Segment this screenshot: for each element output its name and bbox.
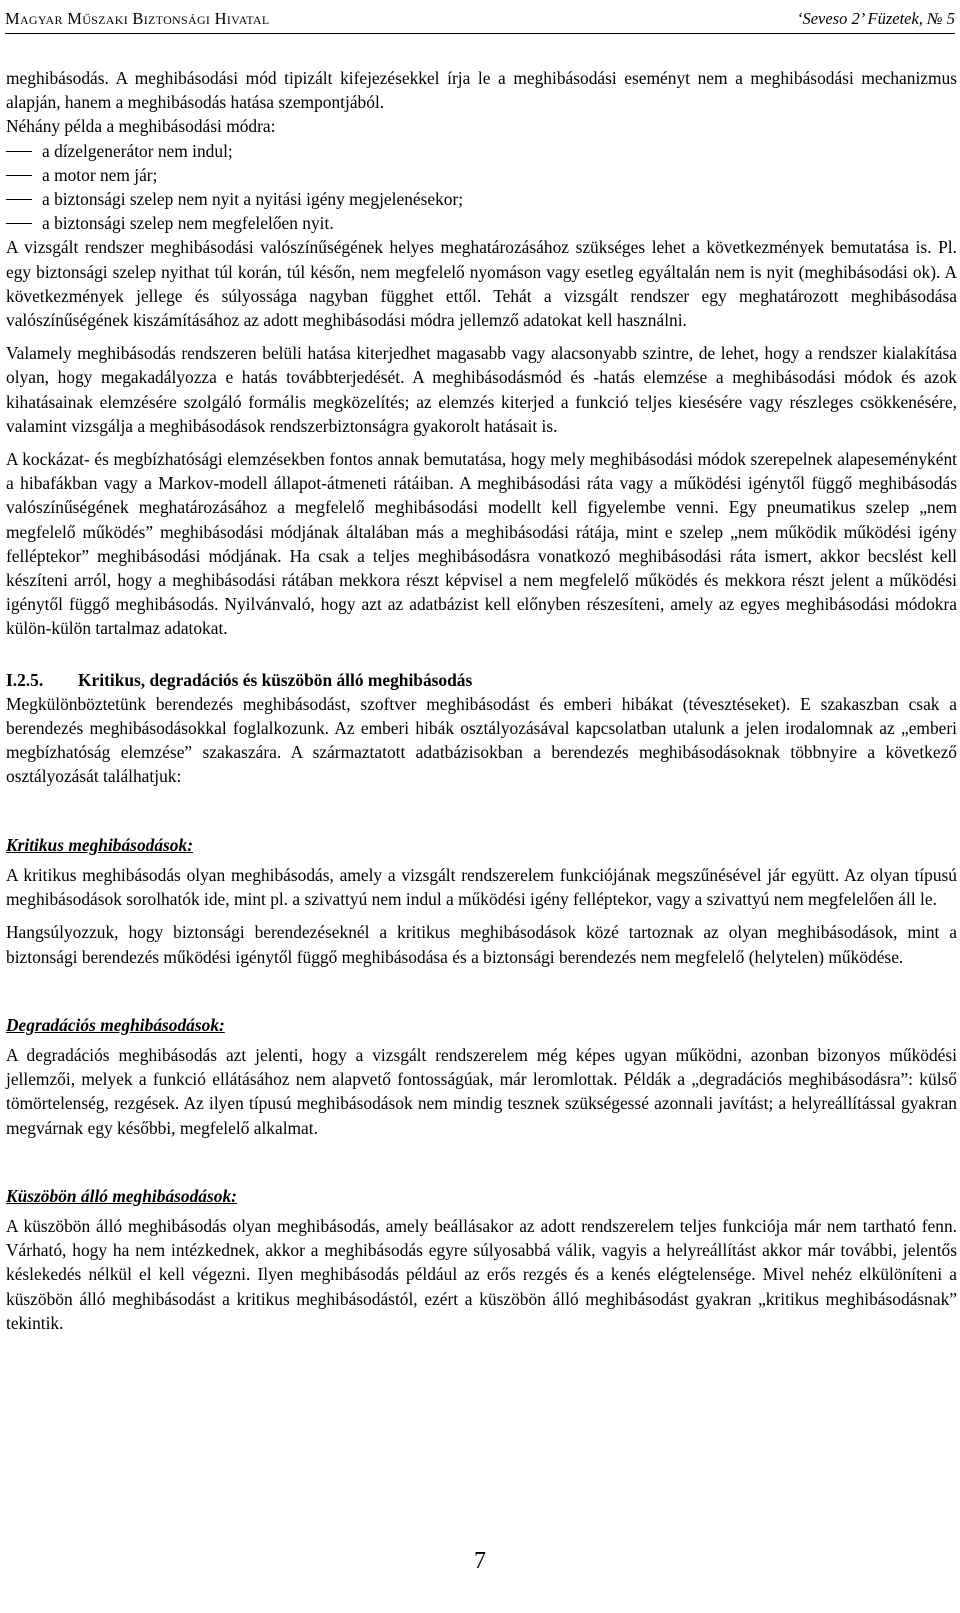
subheading-degradation: Degradációs meghibásodások: bbox=[6, 1014, 225, 1035]
paragraph: Néhány példa a meghibásodási módra: bbox=[6, 116, 276, 137]
paragraph: A degradációs meghibásodás azt jelenti, hogy a vizsgált rendszerelem még képes ugyan működni, azonban bizonyos működési jellemzői, melyek a funkció ellátásához nem alapvető fontosságúak, már leromlottak. Példák a „degradációs meghibásodásra”: külső tömörtelenség, rezgések. Az ilyen típusú meghibásodások nem mindig tesznek szükségessé azonnali javítást; a helyreállítással gyakran megvárnak egy későbbi, megfelelő alkalmat. bbox=[6, 1044, 957, 1138]
subheading-critical: Kritikus meghibásodások: bbox=[6, 834, 193, 855]
body-text bbox=[6, 66, 957, 1335]
paragraph: A küszöbön álló meghibásodás olyan meghibásodás, amely beállásakor az adott rendszerelem teljes funkciója már nem tartható fenn. Várható, hogy ha nem intézkednek, akkor a meghibásodás egyre súlyosabbá válik, vagyis a helyreállítást akkor már további, jelentős késlekedés nélkül el kell végezni. Ilyen meghibásodás például az erős rezgés és a kenés elégtelensége. Mivel nehéz elkülöníteni a küszöbön álló meghibásodást a kritikus meghibásodástól, ezért a küszöbön álló meghibásodást gyakran „kritikus meghibásodásnak” tekintik. bbox=[6, 1215, 957, 1333]
running-header bbox=[5, 4, 955, 34]
paragraph: Megkülönböztetünk berendezés meghibásodást, szoftver meghibásodást és emberi hibákat (tévesztéseket). E szakaszban csak a berendezés meghibásodásokkal foglalkozunk. Az emberi hibák osztályozásával kapcsolatban utalunk a jelen irodalomnak az „emberi megbízhatóság elemzése” szakaszára. A származtatott adatbázisokban a berendezés meghibásodásoknak többnyire a következő osztályozását találhatjuk: bbox=[6, 693, 957, 787]
list-item: a dízelgenerátor nem indul; bbox=[6, 139, 957, 163]
paragraph: A kritikus meghibásodás olyan meghibásodás, amely a vizsgált rendszerelem funkciójának megszűnésével jár együtt. Az olyan típusú meghibásodások sorolhatók ide, mint pl. a szivattyú nem indul a működési igény felléptekor, vagy a szivattyú nem megfelelően áll le. bbox=[6, 864, 957, 910]
list-item: a biztonsági szelep nem megfelelően nyit. bbox=[6, 211, 957, 235]
header-series: ‘Seveso 2’ Füzetek, № 5 bbox=[796, 9, 955, 28]
paragraph: A vizsgált rendszer meghibásodási valószínűségének helyes meghatározásához szükséges lehet a következmények bemutatása is. Pl. egy biztonsági szelep nyithat túl korán, túl későn, nem megfelelő nyomáson vagy esetleg egyáltalán nem is nyit (meghibásodási ok). A következmények jellege és súlyossága nagyban függhet ettől. Tehát a vizsgált rendszer egy meghatározott meghibásodása valószínűségének kiszámításához az adott meghibásodási módra jellemző adatokat kell használni. bbox=[6, 237, 957, 331]
list-item: a motor nem jár; bbox=[6, 163, 957, 187]
section-number: I.2.5. bbox=[6, 669, 44, 690]
section-title: Kritikus, degradációs és küszöbön álló meghibásodás bbox=[78, 669, 473, 690]
paragraph: Hangsúlyozzuk, hogy biztonsági berendezéseknél a kritikus meghibásodások közé tartoznak az olyan meghibásodások, mint a biztonsági berendezés működési igénytől függő meghibásodása és a biztonsági berendezés nem megfelelő (helytelen) működése. bbox=[6, 922, 957, 967]
section-heading bbox=[6, 668, 957, 692]
header-publisher: Magyar Műszaki Biztonsági Hivatal bbox=[5, 9, 270, 28]
list-item: a biztonsági szelep nem nyit a nyitási igény megjelenésekor; bbox=[6, 187, 957, 211]
subheading-imminent: Küszöbön álló meghibásodások: bbox=[6, 1185, 237, 1206]
paragraph: meghibásodás. A meghibásodási mód tipizált kifejezésekkel írja le a meghibásodási eseményt nem a meghibásodási mechanizmus alapján, hanem a meghibásodás hatása szempontjából. bbox=[6, 68, 957, 113]
example-list bbox=[6, 139, 957, 236]
page-number: 7 bbox=[474, 1548, 486, 1574]
paragraph: Valamely meghibásodás rendszeren belüli hatása kiterjedhet magasabb vagy alacsonyabb szintre, de lehet, hogy a rendszer kialakítása olyan, hogy megakadályozza e hatás továbbterjedését. A meghibásodásmód és -hatás elemzése a meghibásodási módok és azok kihatásainak elemzésére szolgáló formális megközelítés; az elemzés kiterjed a funkció teljes kiesésére vagy részleges csökkenésére, valamint vizsgálja a meghibásodások rendszerbiztonságra gyakorolt hatásait is. bbox=[6, 343, 957, 436]
paragraph: A kockázat- és megbízhatósági elemzésekben fontos annak bemutatása, hogy mely meghibásodási módok szerepelnek alapeseményként a hibafákban vagy a Markov-modell állapot-átmeneti rátáiban. A meghibásodási ráta vagy a működési igénytől függő meghibásodás valószínűségének meghatározásához a megfelelő meghibásodási modellt kell figyelembe venni. Egy pneumatikus szelep „nem megfelelő működés” meghibásodási módjának általában más a meghibásodási rátája, mint e szelep „nem működik működési igény felléptekor” meghibásodási módjának. Ha csak a teljes meghibásodásra vonatkozó meghibásodási ráta ismert, akkor becslést kell készíteni arról, hogy a meghibásodási rátában mekkora részt képvisel a nem megfelelő működés és mekkora részt jelent a működési igénytől függő meghibásodás. Nyilvánvaló, hogy azt az adatbázist kell előnyben részesíteni, amely az egyes meghibásodási módokra külön-külön tartalmaz adatokat. bbox=[6, 449, 957, 639]
